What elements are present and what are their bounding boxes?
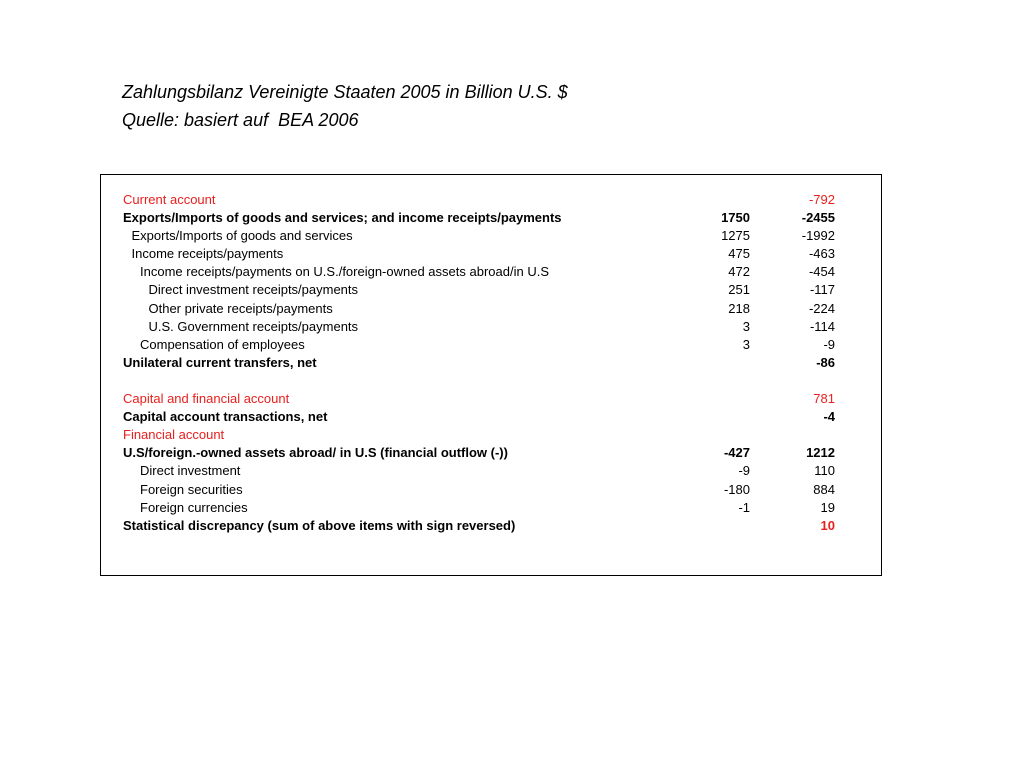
row-value-balance: -86: [816, 354, 835, 370]
balance-of-payments-table: [100, 174, 882, 576]
row-label: U.S/foreign.-owned assets abroad/ in U.S (financial outflow (-)): [123, 445, 508, 461]
table-row: [123, 462, 843, 480]
row-value-balance: -117: [809, 282, 835, 298]
row-value-balance: 1212: [806, 445, 835, 461]
row-value-balance: -4: [823, 409, 835, 425]
row-value-balance: 884: [813, 481, 835, 497]
table-row: [123, 209, 843, 227]
row-label: Foreign securities: [140, 481, 243, 497]
table-row: [123, 191, 843, 209]
row-value-balance: -114: [809, 318, 835, 334]
row-value-balance: -792: [808, 192, 835, 207]
table-row: [123, 426, 843, 444]
row-value-receipts: 472: [728, 264, 750, 280]
heading-title: Zahlungsbilanz Vereinigte Staaten 2005 in Billion U.S. $: [122, 82, 568, 102]
row-value-balance: 10: [820, 517, 835, 533]
row-value-receipts: 1750: [721, 210, 750, 226]
table-row: [123, 481, 843, 499]
table-row: [123, 281, 843, 299]
table-row: [123, 300, 843, 318]
row-label: Unilateral current transfers, net: [123, 354, 317, 370]
row-label: Income receipts/payments: [131, 246, 284, 262]
row-value-balance: -1992: [801, 228, 835, 244]
row-label: Other private receipts/payments: [148, 300, 333, 316]
table-row: [123, 263, 843, 281]
row-label: Capital and financial account: [123, 391, 290, 407]
table-row: [123, 444, 843, 462]
row-label: Financial account: [123, 427, 225, 443]
table-row: [123, 318, 843, 336]
row-value-balance: -224: [808, 300, 835, 316]
row-value-balance: -2455: [801, 210, 835, 226]
row-label: U.S. Government receipts/payments: [148, 318, 359, 334]
table-row: [123, 372, 843, 390]
row-value-receipts: 475: [728, 246, 750, 262]
table-row: [123, 336, 843, 354]
table-row: [123, 499, 843, 517]
table-row: [123, 227, 843, 245]
heading-source: Quelle: basiert auf BEA 2006: [122, 110, 359, 130]
table-row: [123, 517, 843, 535]
table-row: [123, 354, 843, 372]
table-row: [123, 390, 843, 408]
row-value-balance: -463: [808, 246, 835, 262]
row-value-receipts: 3: [742, 336, 750, 352]
row-value-balance: 781: [813, 391, 835, 407]
row-label: Statistical discrepancy (sum of above items with sign reversed): [123, 517, 516, 533]
row-label: Current account: [123, 192, 216, 207]
row-value-receipts: -180: [723, 481, 750, 497]
row-value-receipts: 218: [728, 300, 750, 316]
row-label: Exports/Imports of goods and services; and income receipts/payments: [123, 210, 562, 226]
table-rows: [123, 191, 843, 535]
document-heading: [122, 78, 568, 134]
row-label: Foreign currencies: [140, 499, 248, 515]
row-label: Exports/Imports of goods and services: [131, 228, 353, 244]
row-label: Direct investment receipts/payments: [148, 282, 359, 298]
row-value-receipts: 3: [742, 318, 750, 334]
row-label: Compensation of employees: [140, 336, 305, 352]
row-value-receipts: 1275: [721, 228, 750, 244]
row-label: Income receipts/payments on U.S./foreign-owned assets abroad/in U.S: [140, 264, 549, 280]
table-row: [123, 408, 843, 426]
row-value-balance: -454: [808, 264, 835, 280]
row-value-balance: 110: [814, 463, 835, 479]
table-row: [123, 245, 843, 263]
row-label: Capital account transactions, net: [123, 409, 328, 425]
row-value-receipts: -1: [738, 499, 750, 515]
row-value-balance: 19: [820, 499, 835, 515]
row-label: Direct investment: [140, 463, 241, 479]
row-value-receipts: 251: [728, 282, 750, 298]
row-value-receipts: -427: [723, 445, 750, 461]
row-value-balance: -9: [823, 336, 835, 352]
row-value-receipts: -9: [738, 463, 750, 479]
